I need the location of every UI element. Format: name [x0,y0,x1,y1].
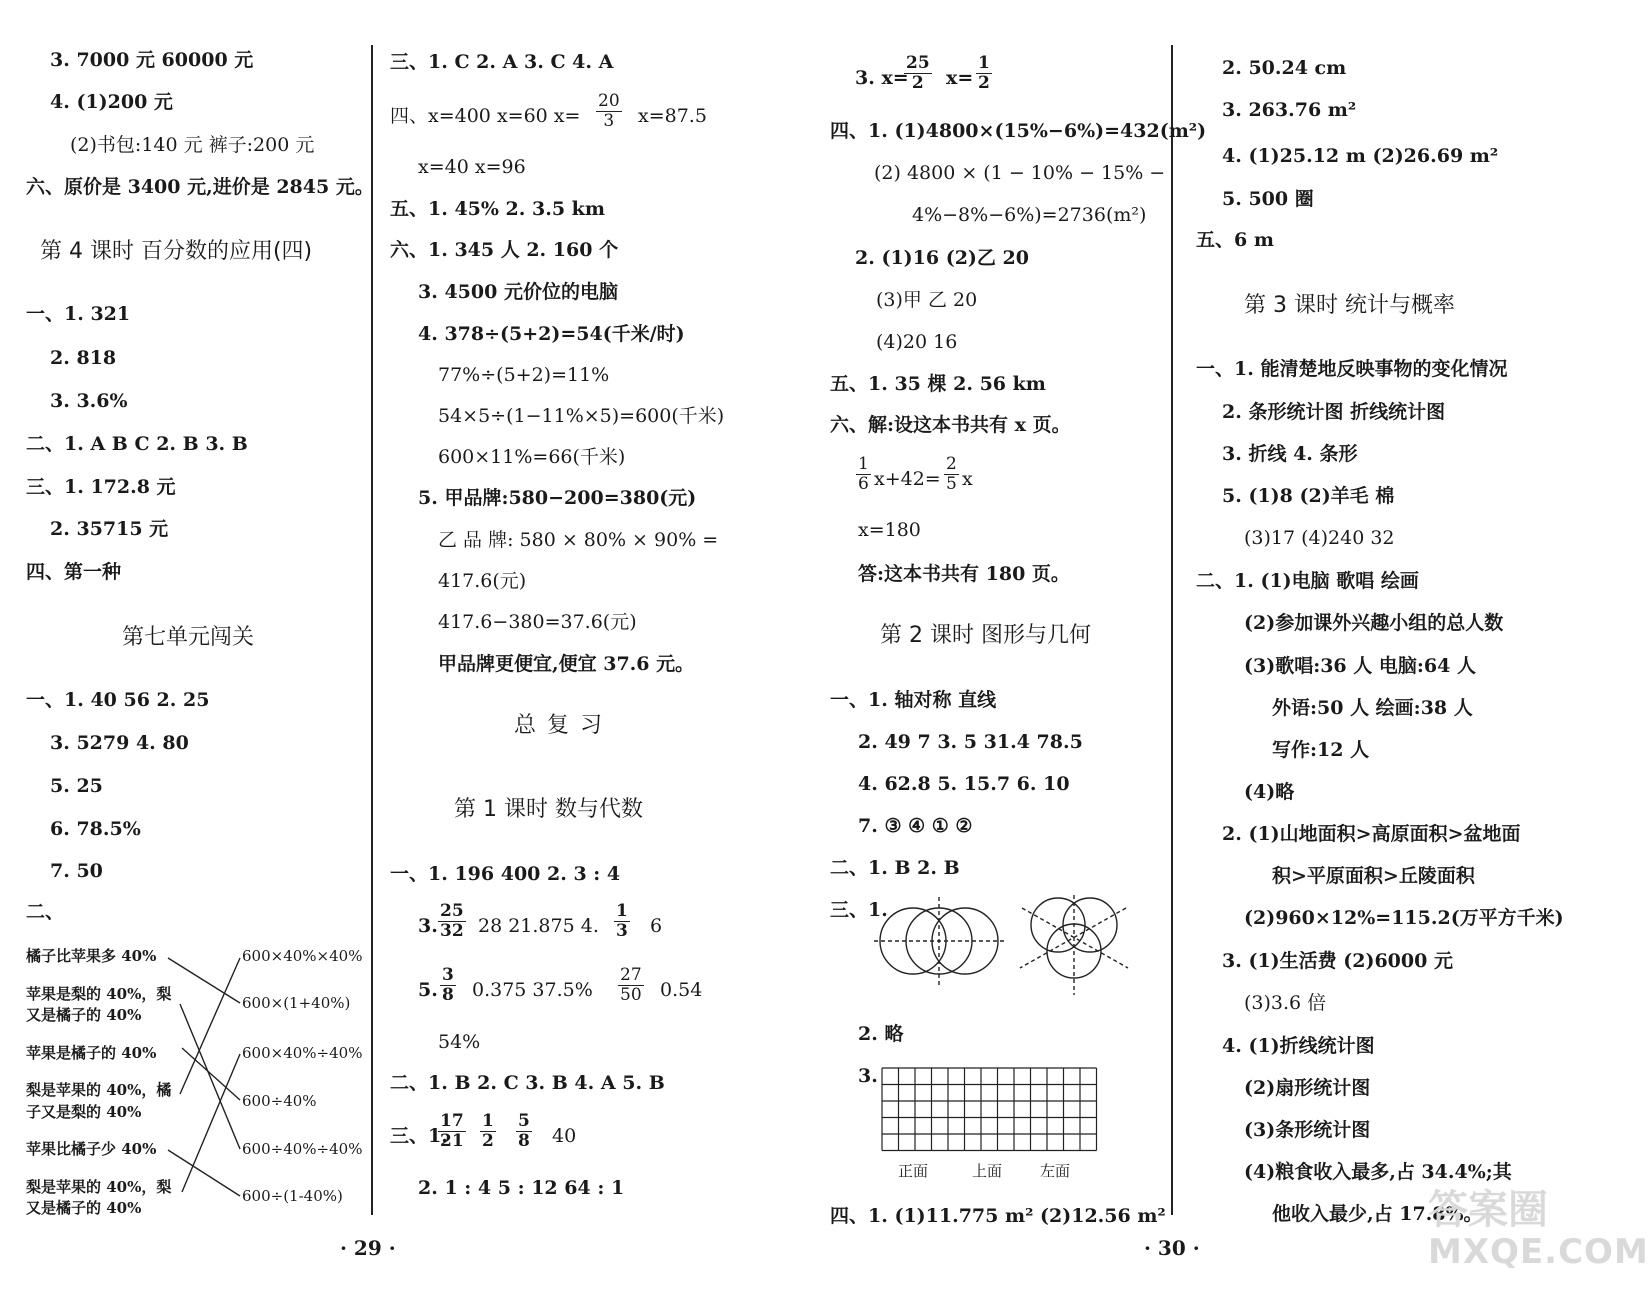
section-heading: 第 2 课时 图形与几何 [880,623,1091,648]
text-line: x=180 [858,519,921,541]
match-left-item: 橘子比苹果多 40% [26,947,157,965]
match-left-item: 梨是苹果的 40%，橘 [26,1081,172,1099]
text-line: 写作:12 人 [1272,739,1370,761]
match-right-item: 600÷40% [242,1092,317,1110]
page-number: · 29 · [340,1236,396,1260]
text-line: 3. 5279 4. 80 [50,732,189,754]
text-line: 3. (1)生活费 (2)6000 元 [1222,950,1453,972]
text-line: 77%÷(5+2)=11% [438,364,610,386]
match-right-item: 600×40%÷40% [242,1044,363,1062]
grid-label: 正面 [898,1162,929,1180]
match-left-item: 梨是苹果的 40%，梨 [26,1178,172,1196]
text-line: 二、 [26,901,65,923]
symmetry-figures [870,895,1170,1005]
text-line: 0.375 37.5% [472,979,593,1001]
text-line: 三、1. C 2. A 3. C 4. A [390,51,614,73]
match-left-item: 又是橘子的 40% [26,1199,142,1217]
text-line: (2)参加课外兴趣小组的总人数 [1244,612,1504,634]
square-grid [880,1066,1110,1166]
text-line: 4. (1)200 元 [50,91,173,113]
text-line: (3)歌唱:36 人 电脑:64 人 [1244,655,1476,677]
section-heading: 总 复 习 [514,713,604,738]
text-line: 乙 品 牌: 580 × 80% × 90% = [438,529,719,551]
text-line: 28 21.875 4. [478,915,599,937]
grid-label: 上面 [972,1162,1003,1180]
text-line: 3. 3.6% [50,390,128,412]
text-line: 5. 甲品牌:580−200=380(元) [418,487,697,509]
fraction: $\frac{1}{3}$ [616,901,628,941]
text-line: 四、第一种 [26,561,122,583]
text-line: x= [946,67,974,89]
text-line: 4. (1)折线统计图 [1222,1035,1375,1057]
match-left-item: 苹果是橘子的 40% [26,1044,157,1062]
text-line: 三、1. [830,899,888,921]
text-line: (4)略 [1244,781,1295,803]
text-line: 五、1. 35 棵 2. 56 km [830,373,1046,395]
text-line: 二、1. A B C 2. B 3. B [26,433,248,455]
fraction: $\frac{2}{5}$ [946,454,957,494]
text-line: 他收入最少,占 17.8%。 [1272,1203,1483,1225]
text-line: 3. 7000 元 60000 元 [50,49,254,71]
grid-label: 左面 [1040,1162,1071,1180]
text-line: 40 [552,1125,577,1147]
column-divider-2 [1171,45,1173,1215]
text-line: 四、1. (1)4800×(15%−6%)=432(m²) [830,120,1207,142]
text-line: 6 [650,915,663,937]
text-line: 4. (1)25.12 m (2)26.69 m² [1222,145,1499,167]
text-line: (3)17 (4)240 32 [1244,527,1395,549]
text-line: 三、1. [390,1125,448,1147]
section-heading: 第 1 课时 数与代数 [454,797,643,822]
watermark-logo: 答案圈 [1428,1187,1548,1233]
text-line: 3. 折线 4. 条形 [1222,443,1358,465]
text-line: 2. 818 [50,347,117,369]
text-line: 四、x=400 x=60 x= [390,105,581,127]
text-line: (3)3.6 倍 [1244,992,1327,1014]
text-line: 3. x= [855,67,909,89]
text-line: 4. 62.8 5. 15.7 6. 10 [858,773,1070,795]
text-line: 2. 条形统计图 折线统计图 [1222,401,1446,423]
fraction: $\frac{5}{8}$ [518,1111,530,1151]
text-line: 2. 49 7 3. 5 31.4 78.5 [858,731,1083,753]
text-line: 甲品牌更便宜,便宜 37.6 元。 [438,653,695,675]
text-line: x=40 x=96 [418,156,526,178]
text-line: 5. 25 [50,775,103,797]
text-line: 7. ③ ④ ① ② [858,815,973,837]
text-line: 2. 1 : 4 5 : 12 64 : 1 [418,1177,625,1199]
text-line: x+42= [874,468,941,490]
fraction: $\frac{1}{2}$ [978,53,990,93]
text-line: 2. 50.24 cm [1222,57,1347,79]
text-line: 五、6 m [1196,229,1274,251]
text-line: x [962,468,973,490]
text-line: (2)扇形统计图 [1244,1077,1371,1099]
section-heading: 第 3 课时 统计与概率 [1244,293,1455,318]
text-line: 一、1. 能清楚地反映事物的变化情况 [1196,358,1508,380]
text-line: 积>平原面积>丘陵面积 [1272,865,1475,887]
text-line: 一、1. 196 400 2. 3 : 4 [390,863,621,885]
text-line: 五、1. 45% 2. 3.5 km [390,198,605,220]
match-left-item: 子又是梨的 40% [26,1103,142,1121]
text-line: 417.6−380=37.6(元) [438,611,637,633]
match-left-item: 又是橘子的 40% [26,1006,142,1024]
match-right-item: 600×40%×40% [242,947,363,965]
matching-lines [0,0,380,1307]
text-line: 三、1. 172.8 元 [26,476,176,498]
fraction: $\frac{1}{6}$ [858,454,869,494]
text-line: 二、1. (1)电脑 歌唱 绘画 [1196,570,1419,592]
text-line: 5. [418,979,438,1001]
text-line: 4%−8%−6%)=2736(m²) [912,204,1147,226]
text-line: 5. (1)8 (2)羊毛 棉 [1222,485,1395,507]
match-right-item: 600×(1+40%) [242,994,351,1012]
text-line: x=87.5 [638,105,707,127]
text-line: 2. (1)16 (2)乙 20 [855,247,1029,269]
fraction: $\frac{25}{32}$ [440,901,464,941]
text-line: 54×5÷(1−11%×5)=600(千米) [438,405,725,427]
text-line: 六、1. 345 人 2. 160 个 [390,239,619,261]
text-line: 一、1. 40 56 2. 25 [26,689,210,711]
section-heading: 第七单元闯关 [122,625,255,650]
text-line: 答:这本书共有 180 页。 [858,563,1070,585]
text-line: (4)20 16 [876,331,958,353]
text-line: 54% [438,1031,481,1053]
match-left-item: 苹果是梨的 40%，梨 [26,985,172,1003]
text-line: 二、1. B 2. C 3. B 4. A 5. B [390,1072,665,1094]
text-line: 外语:50 人 绘画:38 人 [1272,697,1473,719]
text-line: 2. 35715 元 [50,518,169,540]
text-line: (4)粮食收入最多,占 34.4%;其 [1244,1161,1512,1183]
section-heading: 第 4 课时 百分数的应用(四) [40,239,313,264]
text-line: 2. 略 [858,1023,904,1045]
text-line: 600×11%=66(千米) [438,446,626,468]
text-line: (2)960×12%=115.2(万平方千米) [1244,907,1564,929]
text-line: 417.6(元) [438,570,527,592]
page-number: · 30 · [1144,1236,1200,1260]
fraction: $\frac{17}{21}$ [440,1111,464,1151]
fraction: $\frac{3}{8}$ [442,965,454,1005]
text-line: 3. [858,1065,878,1087]
text-line: 3. 4500 元价位的电脑 [418,281,618,303]
text-line: 3. 263.76 m² [1222,99,1357,121]
text-line: 一、1. 轴对称 直线 [830,689,997,711]
fraction: $\frac{20}{3}$ [598,91,620,131]
match-left-item: 苹果比橘子少 40% [26,1140,157,1158]
text-line: 二、1. B 2. B [830,857,960,879]
text-line: 2. (1)山地面积>高原面积>盆地面 [1222,823,1521,845]
match-right-item: 600÷(1-40%) [242,1187,343,1205]
text-line: 一、1. 321 [26,303,131,325]
fraction: $\frac{25}{2}$ [906,53,930,93]
text-line: 0.54 [660,979,703,1001]
text-line: (2)书包:140 元 裤子:200 元 [70,134,315,156]
fraction: $\frac{1}{2}$ [482,1111,494,1151]
text-line: (2) 4800 × (1 − 10% − 15% − [874,162,1166,184]
text-line: 6. 78.5% [50,818,141,840]
text-line: (3)甲 乙 20 [876,289,978,311]
text-line: 4. 378÷(5+2)=54(千米/时) [418,323,685,345]
watermark-url: MXQE.COM [1428,1232,1649,1272]
text-line: 3. [418,915,438,937]
text-line: 六、解:设这本书共有 x 页。 [830,414,1071,436]
text-line: 四、1. (1)11.775 m² (2)12.56 m² [830,1205,1166,1227]
match-right-item: 600÷40%÷40% [242,1140,363,1158]
text-line: 六、原价是 3400 元,进价是 2845 元。 [26,176,374,198]
text-line: (3)条形统计图 [1244,1119,1371,1141]
fraction: $\frac{27}{50}$ [620,965,642,1005]
text-line: 5. 500 圈 [1222,188,1314,210]
text-line: 7. 50 [50,860,103,882]
